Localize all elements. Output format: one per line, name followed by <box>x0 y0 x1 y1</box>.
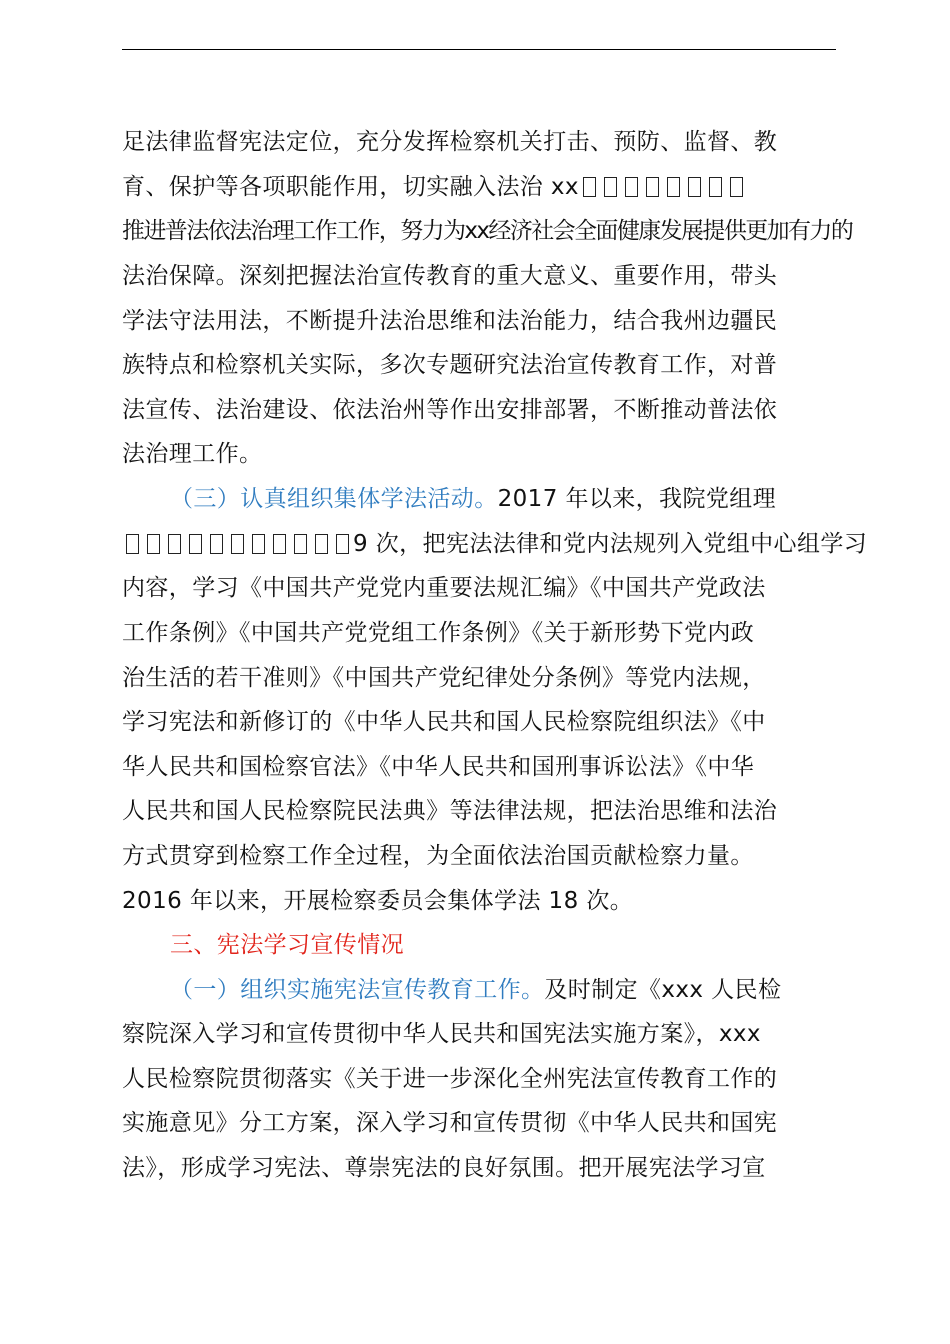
text-line: 方式贯穿到检察工作全过程，为全面依法治国贡献检察力量。 <box>122 842 754 869</box>
subheading-constitution-education: （一）组织实施宪法宣传教育工作。 <box>170 976 545 1003</box>
text-run: 及时制定《xxx 人民检 <box>544 976 782 1003</box>
paragraph-legal-supervision <box>122 120 853 477</box>
text-line: 足法律监督宪法定位，充分发挥检察机关打击、预防、监督、教 <box>122 129 778 155</box>
text-line: 实施意见》分工方案，深入学习和宣传贯彻《中华人民共和国宪 <box>122 1110 778 1137</box>
text-line: 法宣传、法治建设、依法治州等作出安排部署，不断推动普法依 <box>122 396 778 423</box>
text-line: 察院深入学习和宣传贯彻中华人民共和国宪法实施方案》，xxx <box>122 1021 761 1048</box>
text-line: 治生活的若干准则》《中国共产党纪律处分条例》等党内法规， <box>122 664 766 691</box>
section-title: 三、宪法学习宣传情况 <box>170 932 404 959</box>
paragraph-constitution-education <box>122 968 838 1191</box>
text-line-compressed: 推进普法依法治理工作工作，努力为xx经济社会全面健康发展提供更加有力的 <box>122 218 853 245</box>
text-run: 9 次，把宪法法律和党内法规列入党组中心组学习 <box>353 530 868 557</box>
text-line: 族特点和检察机关实际，多次专题研究法治宣传教育工作，对普 <box>122 352 778 379</box>
text-line: 工作条例》《中国共产党党组工作条例》《关于新形势下党内政 <box>122 619 755 646</box>
paragraph-collective-study <box>122 477 868 923</box>
text-line: 内容，学习《中国共产党党内重要法规汇编》《中国共产党政法 <box>122 575 766 602</box>
text-line <box>122 165 838 210</box>
text-line <box>122 968 838 1013</box>
text-line <box>122 522 868 567</box>
text-line: 法》，形成学习宪法、尊崇宪法的良好氛围。把开展宪法学习宣 <box>122 1155 766 1182</box>
text-line: 学习宪法和新修订的《中华人民共和国人民检察院组织法》《中 <box>122 709 766 736</box>
text-line: 人民检察院贯彻落实《关于进一步深化全州宪法宣传教育工作的 <box>122 1065 778 1092</box>
text-line: 华人民共和国检察官法》《中华人民共和国刑事诉讼法》《中华 <box>122 753 755 780</box>
header-rule <box>122 49 836 50</box>
subheading-collective-study: （三）认真组织集体学法活动。 <box>170 485 498 512</box>
text-line: 法治理工作。 <box>122 441 263 468</box>
text-run: 2017 年以来，我院党组理 <box>497 485 777 512</box>
missing-glyph-boxes <box>122 522 353 567</box>
document-body <box>122 120 868 1191</box>
text-line <box>122 477 838 522</box>
missing-glyph-boxes <box>579 165 747 210</box>
text-run: 育、保护等各项职能作用，切实融入法治 xx <box>122 173 579 200</box>
text-line: 人民共和国人民检察院民法典》等法律法规，把法治思维和法治 <box>122 798 778 825</box>
text-line: 学法守法用法，不断提升法治思维和法治能力，结合我州边疆民 <box>122 307 778 334</box>
text-line: 法治保障。深刻把握法治宣传教育的重大意义、重要作用，带头 <box>122 262 778 289</box>
text-line: 2016 年以来，开展检察委员会集体学法 18 次。 <box>122 887 634 914</box>
section-heading-constitution <box>122 923 838 968</box>
